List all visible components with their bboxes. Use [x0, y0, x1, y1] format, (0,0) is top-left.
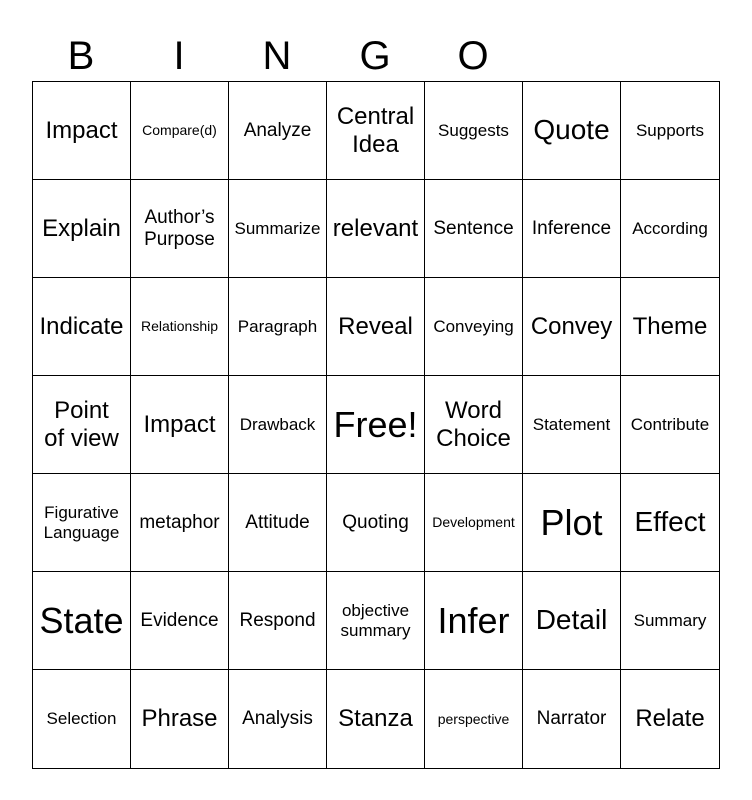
- cell-text: Impact: [143, 410, 216, 438]
- bingo-cell: [425, 474, 523, 572]
- bingo-cell: [131, 180, 229, 278]
- cell-text: Analyze: [243, 119, 312, 141]
- bingo-cell: [229, 670, 327, 768]
- bingo-cell: [523, 670, 621, 768]
- cell-text: metaphor: [139, 511, 220, 533]
- bingo-cell: [33, 82, 131, 180]
- cell-text: Respond: [239, 609, 316, 631]
- cell-text: Plot: [540, 501, 603, 543]
- cell-text: Detail: [535, 604, 608, 636]
- bingo-cell: [131, 572, 229, 670]
- bingo-cell: [621, 180, 719, 278]
- header-letter-n: N: [262, 34, 292, 78]
- cell-text: Inference: [531, 217, 612, 239]
- cell-text: Relationship: [140, 318, 219, 335]
- cell-text: Quote: [533, 114, 610, 146]
- bingo-cell: [425, 376, 523, 474]
- cell-text: Evidence: [140, 609, 219, 631]
- cell-text: Convey: [530, 312, 613, 340]
- cell-text: Supports: [635, 120, 705, 140]
- bingo-cell: [327, 278, 425, 376]
- cell-text: Figurative Language: [43, 502, 120, 542]
- cell-text: Compare(d): [142, 122, 217, 139]
- bingo-cell: [621, 376, 719, 474]
- cell-text: Attitude: [245, 511, 310, 533]
- cell-text: Sentence: [433, 217, 514, 239]
- cell-text: Conveying: [433, 316, 514, 336]
- cell-text: Analysis: [242, 708, 313, 730]
- cell-text: Word Choice: [436, 396, 511, 452]
- header-letter-i: I: [173, 34, 185, 78]
- cell-text: Summarize: [234, 218, 321, 238]
- bingo-cell: [33, 376, 131, 474]
- cell-text: State: [39, 599, 124, 641]
- bingo-board: [32, 81, 720, 769]
- bingo-cell: [425, 278, 523, 376]
- bingo-cell: [523, 278, 621, 376]
- bingo-cell: [327, 572, 425, 670]
- cell-text: Development: [432, 514, 515, 531]
- bingo-cell: [327, 474, 425, 572]
- header-letter-b: B: [67, 34, 95, 78]
- cell-text: Narrator: [536, 708, 607, 730]
- cell-text: Quoting: [342, 511, 409, 533]
- cell-text: Infer: [437, 599, 510, 641]
- bingo-cell: [327, 82, 425, 180]
- cell-text: Author’s Purpose: [144, 206, 215, 250]
- cell-text: Stanza: [338, 705, 413, 733]
- bingo-cell: [33, 180, 131, 278]
- bingo-cell: [33, 572, 131, 670]
- bingo-cell: [33, 474, 131, 572]
- bingo-cell: [229, 474, 327, 572]
- cell-text: Central Idea: [336, 102, 415, 158]
- cell-text: Suggests: [438, 120, 509, 140]
- bingo-cell: [327, 180, 425, 278]
- bingo-cell: [425, 572, 523, 670]
- bingo-cell: [523, 180, 621, 278]
- bingo-cell: [327, 670, 425, 768]
- cell-text: Indicate: [39, 312, 124, 340]
- bingo-cell: [523, 376, 621, 474]
- bingo-cell: [33, 278, 131, 376]
- cell-text: Phrase: [141, 705, 218, 733]
- bingo-cell: [523, 474, 621, 572]
- bingo-cell: [229, 82, 327, 180]
- bingo-cell: [229, 376, 327, 474]
- cell-text: Relate: [635, 705, 705, 733]
- cell-text: Theme: [632, 312, 708, 340]
- cell-text: relevant: [332, 214, 419, 242]
- bingo-cell: [131, 474, 229, 572]
- bingo-cell: [523, 572, 621, 670]
- cell-text: Free!: [333, 403, 418, 445]
- bingo-cell: [229, 572, 327, 670]
- bingo-cell: [621, 82, 719, 180]
- cell-text: Explain: [42, 214, 121, 242]
- bingo-cell: [33, 670, 131, 768]
- bingo-cell: [425, 82, 523, 180]
- cell-text: objective summary: [340, 600, 411, 640]
- cell-text: Statement: [532, 414, 611, 434]
- bingo-cell: [621, 474, 719, 572]
- cell-text: Selection: [46, 709, 117, 729]
- bingo-cell: [131, 670, 229, 768]
- cell-text: Paragraph: [237, 316, 318, 336]
- header-letter-o: O: [457, 34, 489, 78]
- cell-text: Summary: [633, 610, 707, 630]
- bingo-header: [32, 30, 522, 82]
- cell-text: Drawback: [239, 414, 316, 434]
- bingo-cell: [229, 180, 327, 278]
- bingo-cell: [621, 670, 719, 768]
- bingo-cell: [425, 180, 523, 278]
- cell-text: According: [632, 218, 708, 238]
- bingo-cell: [425, 670, 523, 768]
- header-letter-g: G: [359, 34, 391, 78]
- cell-text: perspective: [437, 710, 510, 727]
- cell-text: Point of view: [44, 396, 119, 452]
- cell-text: Impact: [45, 116, 118, 144]
- bingo-cell: [523, 82, 621, 180]
- bingo-cell: [131, 82, 229, 180]
- cell-text: Contribute: [630, 414, 710, 434]
- cell-text: Effect: [634, 506, 706, 538]
- bingo-cell: [131, 278, 229, 376]
- bingo-cell: [131, 376, 229, 474]
- bingo-cell-free: [327, 376, 425, 474]
- bingo-cell: [621, 572, 719, 670]
- bingo-cell: [621, 278, 719, 376]
- bingo-cell: [229, 278, 327, 376]
- cell-text: Reveal: [338, 312, 413, 340]
